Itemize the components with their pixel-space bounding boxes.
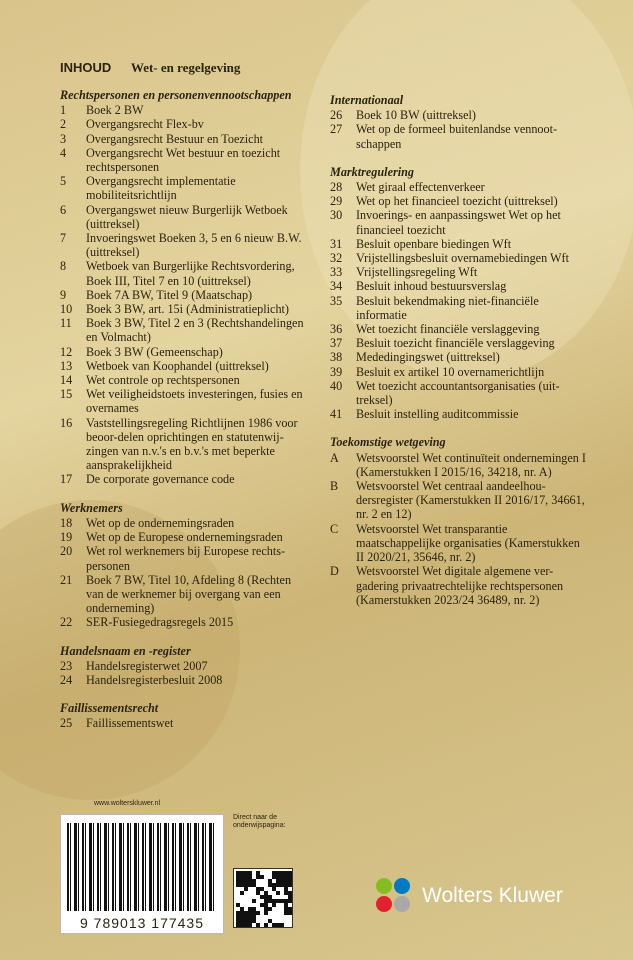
toc-section [60, 88, 310, 487]
toc-item [330, 208, 590, 236]
item-number: B [330, 479, 339, 494]
toc-item [330, 322, 590, 336]
item-title: Boek 7 BW, Titel 10, Afdeling 8 (Rechten van de werknemer bij overgang van een onderneming) [86, 572, 292, 616]
item-title: Handelsregisterbesluit 2008 [86, 672, 223, 687]
toc-item [60, 259, 310, 287]
item-title: Wet giraal effectenverkeer [356, 180, 485, 195]
item-number: 21 [60, 572, 73, 587]
item-title: Vrijstellingsbesluit overnamebiedingen Wft [356, 251, 569, 266]
toc-item [60, 544, 310, 572]
item-title: Wet rol werknemers bij Europese rechts-personen [86, 544, 286, 573]
item-number: 23 [60, 658, 73, 673]
item-title: Overgangsrecht implementatie mobiliteitsrichtlijn [86, 174, 236, 203]
item-title: Besluit ex artikel 10 overnamerichtlijn [356, 364, 545, 379]
item-number: 27 [330, 122, 343, 137]
section-title: Faillissementsrecht [60, 701, 159, 716]
item-title: Wet op de ondernemingsraden [86, 515, 235, 530]
item-title: Vrijstellingsregeling Wft [356, 265, 478, 280]
item-number: 6 [60, 202, 67, 217]
item-number: 16 [60, 415, 73, 430]
item-title: Wet op het financieel toezicht (uittreksel) [356, 194, 558, 209]
toc-item [330, 279, 590, 293]
item-title: Wet toezicht accountantsorganisaties (uit-treksel) [356, 378, 560, 408]
toc-item [330, 108, 590, 122]
item-title: Invoeringswet Boeken 3, 5 en 6 nieuw B.W. (uittreksel) [86, 231, 302, 260]
toc-item [330, 251, 590, 265]
toc-item [330, 365, 590, 379]
toc-item [60, 117, 310, 131]
toc-item [330, 564, 590, 607]
brand-name: Wolters Kluwer [422, 884, 563, 907]
item-number: 37 [330, 336, 343, 351]
toc-item [60, 673, 310, 687]
item-number: 13 [60, 358, 73, 373]
toc-item [60, 716, 310, 730]
toc-section [330, 165, 590, 422]
item-title: Boek 2 BW [86, 103, 144, 118]
left-column [60, 88, 310, 745]
toc-section [60, 501, 310, 630]
item-title: Besluit inhoud bestuursverslag [356, 279, 507, 294]
item-title: Overgangsrecht Bestuur en Toezicht [86, 131, 264, 146]
item-title: Besluit openbare biedingen Wft [356, 236, 512, 251]
item-title: Faillissementswet [86, 716, 174, 731]
section-title: Rechtspersonen en personenvennootschappen [60, 88, 292, 102]
inhoud-label: INHOUD [60, 60, 112, 75]
item-title: Boek 3 BW, art. 15i (Administratieplicht) [86, 302, 289, 317]
item-number: A [330, 450, 339, 465]
item-title: Wetsvoorstel Wet digitale algemene ver-gadering privaatrechtelijke rechtspersonen (Kamerstukken 2023/24 36489, nr. 2) [356, 564, 564, 607]
item-number: 41 [330, 407, 343, 422]
website-url: www.wolterskluwer.nl [94, 800, 161, 807]
toc-item [60, 573, 310, 616]
toc-item [60, 132, 310, 146]
toc-item [60, 316, 310, 344]
item-number: 1 [60, 103, 67, 118]
wolters-kluwer-logo [376, 878, 563, 914]
item-number: 12 [60, 344, 73, 359]
barcode [60, 814, 224, 934]
item-number: 24 [60, 672, 73, 687]
item-title: Overgangswet nieuw Burgerlijk Wetboek (uittreksel) [86, 202, 288, 231]
toc-item [60, 615, 310, 629]
toc-item [60, 174, 310, 202]
toc-item [60, 103, 310, 117]
item-number: 7 [60, 231, 67, 246]
item-number: 3 [60, 131, 67, 146]
item-title: Handelsregisterwet 2007 [86, 658, 208, 673]
toc-item [60, 231, 310, 259]
item-title: Vaststellingsregeling Richtlijnen 1986 voor beoor-delen oprichtingen en statutenwij-zingen van n.v.'s en b.v.'s met beperkte aansprakelijkheid [86, 415, 298, 473]
section-title: Internationaal [330, 93, 404, 107]
toc-item [330, 451, 590, 479]
toc-item [60, 359, 310, 373]
item-number: 20 [60, 544, 73, 559]
toc-item [330, 194, 590, 208]
section-title: Toekomstige wetgeving [330, 435, 446, 450]
toc-item [330, 407, 590, 421]
toc-section [330, 93, 590, 151]
item-number: 25 [60, 716, 73, 731]
item-number: 22 [60, 615, 73, 630]
item-title: Wet controle op rechtspersonen [86, 373, 240, 388]
item-title: Wet op de formeel buitenlandse vennoot-schappen [356, 122, 558, 151]
right-column [330, 93, 590, 621]
item-number: 34 [330, 279, 343, 294]
item-number: 9 [60, 287, 67, 302]
item-number: D [330, 564, 339, 579]
isbn-number: 9 789013 177435 [80, 915, 204, 931]
qr-label: Direct naar de onderwijspagina: [233, 814, 286, 829]
toc-item [330, 350, 590, 364]
toc-item [330, 265, 590, 279]
item-title: Wetboek van Koophandel (uittreksel) [86, 358, 269, 373]
toc-item [330, 379, 590, 407]
toc-item [60, 288, 310, 302]
toc-item [330, 180, 590, 194]
item-title: Boek 7A BW, Titel 9 (Maatschap) [86, 287, 253, 302]
item-number: 32 [330, 251, 343, 266]
section-title: Marktregulering [330, 164, 414, 179]
item-title: Wetboek van Burgerlijke Rechtsvordering, Boek III, Titel 7 en 10 (uittreksel) [86, 259, 295, 288]
item-number: 31 [330, 236, 343, 251]
section-title: Handelsnaam en -register [60, 643, 191, 658]
item-title: Invoerings- en aanpassingswet Wet op het financieel toezicht [356, 208, 561, 237]
toc-item [60, 302, 310, 316]
item-number: 33 [330, 265, 343, 280]
item-title: Boek 3 BW, Titel 2 en 3 (Rechtshandelingen en Volmacht) [86, 316, 304, 345]
toc-item [60, 203, 310, 231]
toc-item [60, 516, 310, 530]
item-title: Wetsvoorstel Wet transparantie maatschappelijke organisaties (Kamerstukken II 2020/21, 35646, nr. 2) [356, 521, 580, 565]
toc-item [60, 373, 310, 387]
item-number: 28 [330, 180, 343, 195]
item-title: Besluit toezicht financiële verslaggeving [356, 336, 555, 351]
item-title: Wet toezicht financiële verslaggeving [356, 322, 540, 337]
toc-item [330, 237, 590, 251]
item-number: 15 [60, 387, 73, 402]
logo-mark-icon [376, 878, 412, 914]
item-number: 36 [330, 322, 343, 337]
item-title: Overgangsrecht Wet bestuur en toezicht rechtspersonen [86, 145, 281, 175]
item-number: 39 [330, 364, 343, 379]
item-title: Wetsvoorstel Wet centraal aandeelhou-dersregister (Kamerstukken II 2016/17, 34661, nr. 2 en 12) [356, 479, 585, 522]
toc-item [330, 479, 590, 522]
item-title: Besluit bekendmaking niet-financiële informatie [356, 293, 539, 322]
item-number: 2 [60, 117, 67, 132]
item-title: Wet veiligheidstoets investeringen, fusies en overnames [86, 387, 303, 416]
toc-item [330, 522, 590, 565]
item-title: SER-Fusiegedragsregels 2015 [86, 615, 234, 630]
item-title: Besluit instelling auditcommissie [356, 407, 519, 422]
item-title: Wetsvoorstel Wet continuïteit ondernemingen I (Kamerstukken I 2015/16, 34218, nr. A) [356, 450, 586, 479]
item-number: 19 [60, 530, 73, 545]
toc-section [60, 701, 310, 730]
toc-section [60, 644, 310, 688]
item-number: 8 [60, 259, 67, 274]
item-number: 29 [330, 194, 343, 209]
toc-item [330, 294, 590, 322]
item-title: De corporate governance code [86, 472, 235, 487]
contents-title: Wet- en regelgeving [130, 60, 241, 75]
item-title: Boek 3 BW (Gemeenschap) [86, 344, 223, 359]
toc-item [60, 659, 310, 673]
item-number: 5 [60, 174, 67, 189]
toc-item [330, 122, 590, 150]
item-number: 18 [60, 515, 73, 530]
item-number: 17 [60, 472, 73, 487]
section-title: Werknemers [60, 500, 123, 515]
toc-item [60, 530, 310, 544]
barcode-bars [67, 823, 217, 911]
toc-section [330, 435, 590, 606]
toc-item [60, 387, 310, 415]
item-number: 40 [330, 378, 343, 393]
item-number: 26 [330, 108, 343, 123]
toc-item [60, 345, 310, 359]
item-number: 35 [330, 293, 343, 308]
toc-item [330, 336, 590, 350]
item-number: 30 [330, 208, 343, 223]
toc-item [60, 416, 310, 473]
item-number: 14 [60, 373, 73, 388]
item-number: 11 [60, 316, 72, 331]
item-number: 4 [60, 145, 67, 160]
item-title: Overgangsrecht Flex-bv [86, 117, 204, 132]
item-number: 10 [60, 302, 73, 317]
contents-heading [60, 60, 256, 76]
qr-code[interactable] [233, 868, 293, 928]
item-number: 38 [330, 350, 343, 365]
item-number: C [330, 521, 339, 536]
item-title: Mededingingswet (uittreksel) [356, 350, 500, 365]
toc-item [60, 146, 310, 174]
item-title: Boek 10 BW (uittreksel) [356, 108, 476, 123]
item-title: Wet op de Europese ondernemingsraden [86, 530, 283, 545]
toc-item [60, 472, 310, 486]
